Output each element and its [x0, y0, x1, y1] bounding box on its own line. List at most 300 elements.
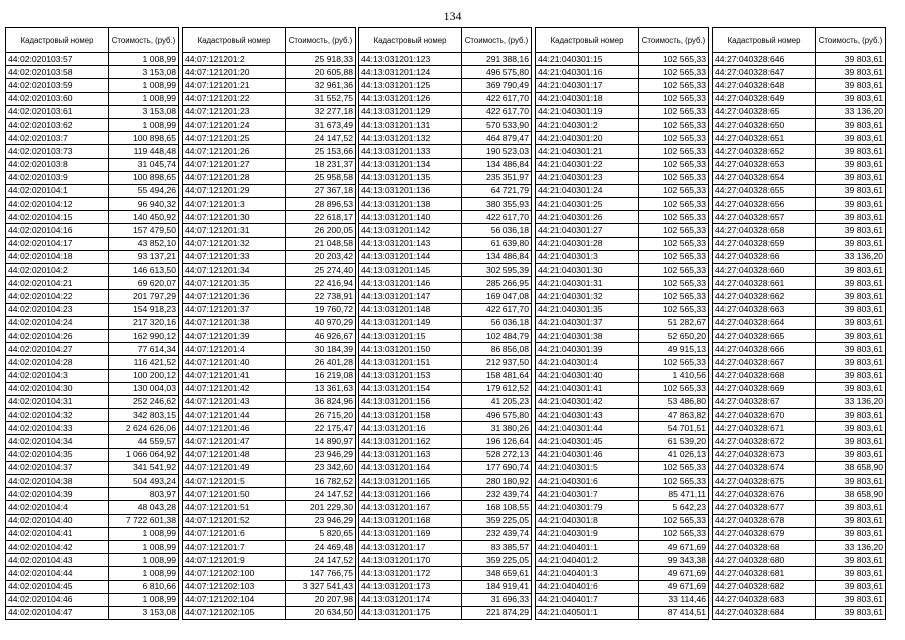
cadastral-number-cell: 44:13:031201:134 [359, 158, 462, 171]
cost-cell: 168 108,55 [462, 501, 532, 514]
cost-cell: 93 137,21 [109, 250, 179, 263]
table-row [536, 527, 709, 540]
cost-cell: 221 874,29 [462, 606, 532, 619]
cadastral-number-cell: 44:02:020104:1 [6, 184, 109, 197]
cadastral-number-cell: 44:02:020104:28 [6, 356, 109, 369]
cadastral-number-cell: 44:07:121201:51 [183, 501, 286, 514]
table-row [713, 461, 886, 474]
cadastral-number-cell: 44:02:020104:16 [6, 224, 109, 237]
cost-cell: 49 671,69 [639, 567, 709, 580]
table-row [359, 145, 532, 158]
cost-cell: 496 575,80 [462, 66, 532, 79]
cost-cell: 21 048,58 [286, 237, 356, 250]
cadastral-number-cell: 44:02:020104:38 [6, 475, 109, 488]
cadastral-number-cell: 44:21:040301:9 [536, 527, 639, 540]
cadastral-number-cell: 44:02:020104:18 [6, 250, 109, 263]
cost-cell: 102 565,33 [639, 66, 709, 79]
table-row [359, 422, 532, 435]
table-row [713, 171, 886, 184]
cadastral-number-cell: 44:02:020104:40 [6, 514, 109, 527]
table-row [359, 567, 532, 580]
table-row [536, 105, 709, 118]
table-row [6, 382, 179, 395]
cadastral-number-cell: 44:21:040301:18 [536, 92, 639, 105]
cost-cell: 39 803,61 [816, 316, 886, 329]
cost-cell: 201 797,29 [109, 290, 179, 303]
cost-cell: 1 008,99 [109, 79, 179, 92]
cadastral-number-cell: 44:02:020104:41 [6, 527, 109, 540]
cost-table-3 [358, 27, 532, 620]
cadastral-number-cell: 44:02:020104:3 [6, 369, 109, 382]
cost-cell: 96 940,32 [109, 198, 179, 211]
table-row [359, 501, 532, 514]
cost-cell: 190 523,03 [462, 145, 532, 158]
cost-cell: 87 414,51 [639, 606, 709, 619]
cadastral-number-cell: 44:27:040328:665 [713, 329, 816, 342]
table-row [713, 277, 886, 290]
cadastral-number-cell: 44:07:121201:4 [183, 343, 286, 356]
table-header-row [359, 28, 532, 53]
cost-cell: 25 918,33 [286, 53, 356, 66]
cadastral-number-cell: 44:21:040401:3 [536, 567, 639, 580]
cost-cell: 380 355,93 [462, 198, 532, 211]
cost-cell: 147 766,75 [286, 567, 356, 580]
cadastral-number-cell: 44:13:031201:123 [359, 53, 462, 66]
table-row [713, 250, 886, 263]
cost-cell: 212 937,50 [462, 356, 532, 369]
table-row [713, 132, 886, 145]
table-row [536, 488, 709, 501]
cadastral-number-cell: 44:07:121201:36 [183, 290, 286, 303]
cadastral-number-cell: 44:13:031201:170 [359, 554, 462, 567]
cost-cell: 36 824,96 [286, 395, 356, 408]
cost-cell: 31 380,26 [462, 422, 532, 435]
cadastral-number-cell: 44:13:031201:151 [359, 356, 462, 369]
table-row [536, 356, 709, 369]
cost-cell: 184 919,41 [462, 580, 532, 593]
cost-cell: 102 565,33 [639, 475, 709, 488]
table-row [183, 554, 356, 567]
table-header-row [183, 28, 356, 53]
cost-cell: 39 803,61 [816, 448, 886, 461]
cost-cell: 154 918,23 [109, 303, 179, 316]
table-row [536, 237, 709, 250]
table-row [183, 475, 356, 488]
cost-cell: 102 565,33 [639, 132, 709, 145]
cadastral-number-cell: 44:07:121201:41 [183, 369, 286, 382]
table-row [713, 567, 886, 580]
table-row [359, 409, 532, 422]
table-row [536, 158, 709, 171]
table-row [536, 79, 709, 92]
header-cost: Стоимость, (руб.) [109, 28, 179, 53]
table-row [6, 198, 179, 211]
table-row [713, 211, 886, 224]
table-row [183, 580, 356, 593]
cost-cell: 27 367,18 [286, 184, 356, 197]
cost-cell: 38 658,90 [816, 461, 886, 474]
cadastral-number-cell: 44:02:020103:59 [6, 79, 109, 92]
cost-cell: 7 722 601,38 [109, 514, 179, 527]
cadastral-number-cell: 44:27:040328:669 [713, 382, 816, 395]
cost-cell: 146 613,50 [109, 264, 179, 277]
cost-cell: 1 008,99 [109, 92, 179, 105]
cadastral-number-cell: 44:27:040328:647 [713, 66, 816, 79]
cost-cell: 22 175,47 [286, 422, 356, 435]
cadastral-number-cell: 44:27:040328:681 [713, 567, 816, 580]
cost-cell: 26 715,20 [286, 409, 356, 422]
cadastral-number-cell: 44:02:020104:30 [6, 382, 109, 395]
table-row [536, 211, 709, 224]
cost-cell: 39 803,61 [816, 580, 886, 593]
cost-cell: 102 565,33 [639, 461, 709, 474]
cadastral-number-cell: 44:27:040328:658 [713, 224, 816, 237]
cost-cell: 504 493,24 [109, 475, 179, 488]
cadastral-number-cell: 44:21:040301:8 [536, 514, 639, 527]
table-row [359, 211, 532, 224]
cost-cell: 102 565,33 [639, 211, 709, 224]
table-row [183, 448, 356, 461]
cost-cell: 18 231,37 [286, 158, 356, 171]
cost-table-2 [182, 27, 356, 620]
cadastral-number-cell: 44:02:020104:17 [6, 237, 109, 250]
cadastral-number-cell: 44:13:031201:17 [359, 540, 462, 553]
table-row [536, 264, 709, 277]
cost-cell: 291 388,16 [462, 53, 532, 66]
cost-cell: 232 439,74 [462, 488, 532, 501]
table-row [183, 79, 356, 92]
cost-cell: 33 114,46 [639, 593, 709, 606]
table-row [536, 395, 709, 408]
table-row [359, 369, 532, 382]
cost-cell: 85 471,11 [639, 488, 709, 501]
table-row [713, 527, 886, 540]
table-row [6, 343, 179, 356]
table-row [6, 79, 179, 92]
table-row [183, 356, 356, 369]
cost-cell: 39 803,61 [816, 343, 886, 356]
table-row [713, 606, 886, 619]
cadastral-number-cell: 44:02:020103:62 [6, 118, 109, 131]
cost-cell: 39 803,61 [816, 514, 886, 527]
table-row [6, 488, 179, 501]
cost-cell: 1 410,56 [639, 369, 709, 382]
table-row [713, 303, 886, 316]
cadastral-number-cell: 44:02:020104:24 [6, 316, 109, 329]
table-row [359, 356, 532, 369]
table-row [359, 198, 532, 211]
table-row [359, 224, 532, 237]
cost-cell: 22 416,94 [286, 277, 356, 290]
table-row [6, 554, 179, 567]
table-row [6, 158, 179, 171]
cadastral-number-cell: 44:07:121201:32 [183, 237, 286, 250]
table-row [183, 316, 356, 329]
table-row [536, 277, 709, 290]
cadastral-number-cell: 44:27:040328:676 [713, 488, 816, 501]
table-row [713, 475, 886, 488]
cost-cell: 102 565,33 [639, 92, 709, 105]
table-row [183, 395, 356, 408]
table-row [536, 593, 709, 606]
table-header-row [6, 28, 179, 53]
table-row [6, 303, 179, 316]
table-row [713, 382, 886, 395]
table-row [359, 540, 532, 553]
table-row [183, 184, 356, 197]
cost-cell: 157 479,50 [109, 224, 179, 237]
cadastral-number-cell: 44:13:031201:144 [359, 250, 462, 263]
cost-cell: 39 803,61 [816, 501, 886, 514]
cadastral-number-cell: 44:07:121201:37 [183, 303, 286, 316]
cadastral-number-cell: 44:07:121201:39 [183, 329, 286, 342]
cadastral-number-cell: 44:21:040301:24 [536, 184, 639, 197]
table-row [536, 567, 709, 580]
table-row [713, 184, 886, 197]
table-row [359, 606, 532, 619]
cost-cell: 201 229,30 [286, 501, 356, 514]
table-row [359, 488, 532, 501]
cost-cell: 49 915,13 [639, 343, 709, 356]
cadastral-number-cell: 44:21:040301:23 [536, 171, 639, 184]
cadastral-number-cell: 44:13:031201:153 [359, 369, 462, 382]
table-row [713, 356, 886, 369]
table-row [6, 395, 179, 408]
cadastral-number-cell: 44:02:020103:61 [6, 105, 109, 118]
table-row [713, 79, 886, 92]
cost-cell: 102 565,33 [639, 290, 709, 303]
cadastral-number-cell: 44:07:121201:7 [183, 540, 286, 553]
cadastral-number-cell: 44:27:040328:653 [713, 158, 816, 171]
cost-cell: 232 439,74 [462, 527, 532, 540]
cost-cell: 39 803,61 [816, 369, 886, 382]
cadastral-number-cell: 44:21:040301:7 [536, 488, 639, 501]
cost-cell: 102 565,33 [639, 237, 709, 250]
table-row [713, 448, 886, 461]
cadastral-number-cell: 44:02:020104:4 [6, 501, 109, 514]
cost-cell: 1 008,99 [109, 527, 179, 540]
cadastral-number-cell: 44:07:121201:26 [183, 145, 286, 158]
table-row [6, 448, 179, 461]
cost-cell: 102 565,33 [639, 264, 709, 277]
table-row [6, 224, 179, 237]
cost-cell: 49 671,69 [639, 540, 709, 553]
cadastral-number-cell: 44:07:121201:44 [183, 409, 286, 422]
table-row [183, 501, 356, 514]
cost-cell: 116 421,52 [109, 356, 179, 369]
cadastral-number-cell: 44:02:020104:37 [6, 461, 109, 474]
cadastral-number-cell: 44:13:031201:138 [359, 198, 462, 211]
table-row [6, 118, 179, 131]
cost-cell: 48 043,28 [109, 501, 179, 514]
cadastral-number-cell: 44:02:020104:26 [6, 329, 109, 342]
table-row [6, 475, 179, 488]
cadastral-number-cell: 44:07:121201:30 [183, 211, 286, 224]
table-row [359, 580, 532, 593]
cost-cell: 32 277,18 [286, 105, 356, 118]
table-row [183, 198, 356, 211]
cadastral-number-cell: 44:21:040301:41 [536, 382, 639, 395]
cadastral-number-cell: 44:13:031201:167 [359, 501, 462, 514]
cadastral-number-cell: 44:13:031201:143 [359, 237, 462, 250]
table-row [359, 53, 532, 66]
table-row [6, 501, 179, 514]
cadastral-number-cell: 44:13:031201:166 [359, 488, 462, 501]
table-row [359, 66, 532, 79]
cost-cell: 46 926,67 [286, 329, 356, 342]
cost-cell: 31 045,74 [109, 158, 179, 171]
cost-cell: 5 642,23 [639, 501, 709, 514]
cadastral-number-cell: 44:07:121201:46 [183, 422, 286, 435]
cadastral-number-cell: 44:02:020104:35 [6, 448, 109, 461]
cost-cell: 102 565,33 [639, 53, 709, 66]
cadastral-number-cell: 44:13:031201:149 [359, 316, 462, 329]
cost-cell: 39 803,61 [816, 382, 886, 395]
cadastral-number-cell: 44:21:040301:43 [536, 409, 639, 422]
cost-cell: 102 565,33 [639, 382, 709, 395]
cost-cell: 33 136,20 [816, 105, 886, 118]
cadastral-number-cell: 44:02:020104:15 [6, 211, 109, 224]
cost-cell: 25 958,58 [286, 171, 356, 184]
cadastral-number-cell: 44:27:040328:679 [713, 527, 816, 540]
cost-cell: 30 184,39 [286, 343, 356, 356]
table-row [6, 540, 179, 553]
table-row [359, 132, 532, 145]
cost-cell: 39 803,61 [816, 184, 886, 197]
table-row [536, 580, 709, 593]
cadastral-number-cell: 44:02:020104:45 [6, 580, 109, 593]
cost-cell: 39 803,61 [816, 409, 886, 422]
cadastral-number-cell: 44:27:040328:649 [713, 92, 816, 105]
table-row [359, 593, 532, 606]
table-row [6, 369, 179, 382]
table-row [536, 435, 709, 448]
cost-cell: 16 782,52 [286, 475, 356, 488]
cadastral-number-cell: 44:02:020104:39 [6, 488, 109, 501]
cost-cell: 102 565,33 [639, 527, 709, 540]
table-row [6, 527, 179, 540]
cost-cell: 51 282,67 [639, 316, 709, 329]
table-row [536, 198, 709, 211]
cost-cell: 102 565,33 [639, 105, 709, 118]
table-row [183, 53, 356, 66]
table-row [536, 290, 709, 303]
cost-cell: 39 803,61 [816, 158, 886, 171]
table-row [6, 356, 179, 369]
table-row [713, 224, 886, 237]
table-row [183, 92, 356, 105]
cadastral-number-cell: 44:21:040301:22 [536, 158, 639, 171]
cost-cell: 54 701,51 [639, 422, 709, 435]
table-row [6, 66, 179, 79]
cost-table-4 [535, 27, 709, 620]
table-row [359, 264, 532, 277]
cadastral-number-cell: 44:21:040301:46 [536, 448, 639, 461]
cadastral-number-cell: 44:02:020104:43 [6, 554, 109, 567]
cadastral-number-cell: 44:07:121201:6 [183, 527, 286, 540]
cost-cell: 1 008,99 [109, 118, 179, 131]
table-row [536, 303, 709, 316]
table-row [6, 461, 179, 474]
cost-cell: 39 803,61 [816, 132, 886, 145]
cadastral-number-cell: 44:27:040328:657 [713, 211, 816, 224]
table-row [359, 171, 532, 184]
cost-cell: 39 803,61 [816, 92, 886, 105]
table-row [183, 105, 356, 118]
header-cadastral: Кадастровый номер [6, 28, 109, 53]
cadastral-number-cell: 44:27:040328:656 [713, 198, 816, 211]
table-row [183, 66, 356, 79]
cost-cell: 14 890,97 [286, 435, 356, 448]
cost-cell: 348 659,61 [462, 567, 532, 580]
cadastral-number-cell: 44:02:020104:33 [6, 422, 109, 435]
cadastral-number-cell: 44:02:020104:42 [6, 540, 109, 553]
cadastral-number-cell: 44:21:040301:5 [536, 461, 639, 474]
cadastral-number-cell: 44:07:121201:52 [183, 514, 286, 527]
cadastral-number-cell: 44:02:020104:44 [6, 567, 109, 580]
cost-cell: 280 180,92 [462, 475, 532, 488]
cost-cell: 2 624 626,06 [109, 422, 179, 435]
cost-cell: 77 614,34 [109, 343, 179, 356]
cadastral-number-cell: 44:27:040328:660 [713, 264, 816, 277]
table-row [6, 409, 179, 422]
cost-cell: 102 565,33 [639, 171, 709, 184]
cost-cell: 31 696,33 [462, 593, 532, 606]
cadastral-number-cell: 44:13:031201:169 [359, 527, 462, 540]
cadastral-number-cell: 44:13:031201:145 [359, 264, 462, 277]
table-row [713, 237, 886, 250]
cost-cell: 102 565,33 [639, 79, 709, 92]
cadastral-number-cell: 44:21:040301:27 [536, 224, 639, 237]
table-row [713, 501, 886, 514]
table-row [183, 435, 356, 448]
cost-cell: 102 565,33 [639, 277, 709, 290]
cost-cell: 53 486,80 [639, 395, 709, 408]
cadastral-number-cell: 44:02:020103:57 [6, 53, 109, 66]
cost-cell: 39 803,61 [816, 567, 886, 580]
table-row [536, 66, 709, 79]
cost-cell: 47 863,82 [639, 409, 709, 422]
cost-cell: 130 004,03 [109, 382, 179, 395]
cost-cell: 43 852,10 [109, 237, 179, 250]
cadastral-number-cell: 44:13:031201:174 [359, 593, 462, 606]
cadastral-number-cell: 44:02:020104:27 [6, 343, 109, 356]
cost-cell: 22 738,91 [286, 290, 356, 303]
cost-cell: 39 803,61 [816, 329, 886, 342]
cadastral-number-cell: 44:21:040301:26 [536, 211, 639, 224]
table-row [536, 250, 709, 263]
cost-cell: 803,97 [109, 488, 179, 501]
cost-cell: 61 639,80 [462, 237, 532, 250]
cost-table-1 [5, 27, 179, 620]
header-cost: Стоимость, (руб.) [639, 28, 709, 53]
cadastral-number-cell: 44:07:121201:31 [183, 224, 286, 237]
cadastral-number-cell: 44:21:040301:6 [536, 475, 639, 488]
table-row [183, 422, 356, 435]
cost-cell: 119 448,48 [109, 145, 179, 158]
header-cost: Стоимость, (руб.) [286, 28, 356, 53]
table-row [359, 158, 532, 171]
cost-cell: 341 541,92 [109, 461, 179, 474]
cost-cell: 39 803,61 [816, 145, 886, 158]
header-cadastral: Кадастровый номер [536, 28, 639, 53]
cadastral-number-cell: 44:21:040401:2 [536, 554, 639, 567]
cadastral-number-cell: 44:13:031201:150 [359, 343, 462, 356]
cadastral-number-cell: 44:07:121201:47 [183, 435, 286, 448]
table-row [359, 250, 532, 263]
table-row [6, 580, 179, 593]
table-row [359, 277, 532, 290]
